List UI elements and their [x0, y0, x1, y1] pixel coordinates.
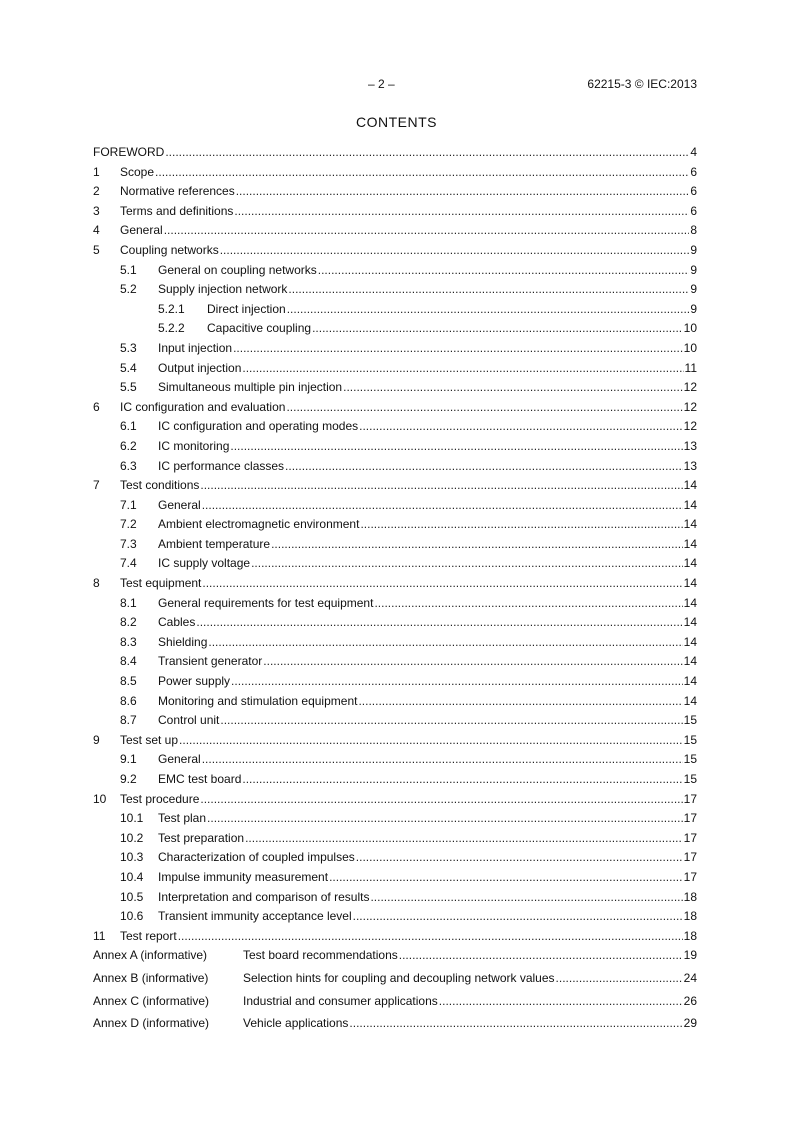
toc-entry-page: 15 [683, 732, 697, 747]
toc-entry-page: 15 [683, 752, 697, 767]
toc-entry[interactable] [93, 459, 697, 479]
dot-leader [288, 282, 689, 296]
toc-entry-title: Shielding [158, 634, 208, 649]
toc-entry-page: 10 [683, 321, 697, 336]
toc-entry-page: 6 [690, 184, 697, 199]
dot-leader [399, 948, 683, 962]
toc-entry[interactable] [93, 752, 697, 772]
toc-entry-title: Ambient electromagnetic environment [158, 517, 360, 532]
toc-entry-page: 14 [683, 536, 697, 551]
dot-leader [164, 223, 690, 237]
dot-leader [312, 321, 683, 335]
toc-entry-title: Test equipment [120, 576, 202, 591]
dot-leader [230, 439, 682, 453]
toc-entry-number: 5.1 [120, 262, 137, 277]
toc-entry-number: 11 [93, 928, 106, 943]
toc-entry-page: 9 [690, 262, 697, 277]
toc-entry-number: 6.1 [120, 419, 137, 434]
toc-entry[interactable] [93, 576, 697, 596]
toc-entry-number: 8.6 [120, 693, 137, 708]
toc-entry[interactable] [93, 733, 697, 753]
toc-entry[interactable] [93, 419, 697, 439]
toc-entry-number: Annex D (informative) [93, 1016, 210, 1031]
dot-leader [165, 145, 689, 159]
toc-annex-entry[interactable] [93, 994, 697, 1014]
toc-entry-page: 14 [683, 517, 697, 532]
toc-entry-title: General [158, 497, 201, 512]
toc-entry[interactable] [93, 282, 697, 302]
toc-entry-page: 17 [683, 850, 697, 865]
toc-entry-page: 14 [683, 478, 697, 493]
page-title: CONTENTS [356, 114, 437, 130]
dot-leader [360, 517, 682, 531]
dot-leader [236, 184, 690, 198]
toc-entry-page: 18 [683, 889, 697, 904]
toc-entry[interactable] [93, 184, 697, 204]
dot-leader [231, 674, 683, 688]
toc-entry-page: 14 [683, 556, 697, 571]
toc-entry-number: 8.5 [120, 674, 137, 689]
toc-entry-number: 5.5 [120, 380, 137, 395]
toc-entry[interactable] [93, 341, 697, 361]
toc-entry[interactable] [93, 654, 697, 674]
toc-entry-title: Vehicle applications [243, 1016, 349, 1031]
toc-entry-title: IC supply voltage [158, 556, 251, 571]
dot-leader [343, 380, 683, 394]
toc-entry-number: 3 [93, 203, 100, 218]
toc-annex-entry[interactable] [93, 971, 697, 991]
toc-entry-number: 5 [93, 242, 100, 257]
dot-leader [318, 263, 690, 277]
dot-leader [359, 419, 683, 433]
toc-entry-title: IC configuration and operating modes [158, 419, 359, 434]
dot-leader [353, 909, 683, 923]
dot-leader [349, 1016, 682, 1030]
toc-entry[interactable] [93, 400, 697, 420]
dot-leader [374, 596, 682, 610]
toc-entry-page: 13 [683, 458, 697, 473]
toc-entry-title: Cables [158, 615, 196, 630]
dot-leader [202, 576, 682, 590]
toc-entry-title: Transient generator [158, 654, 263, 669]
toc-entry-title: Transient immunity acceptance level [158, 909, 352, 924]
dot-leader [233, 341, 683, 355]
toc-entry-number: 10.3 [120, 850, 144, 865]
toc-entry-number: 8.4 [120, 654, 137, 669]
toc-entry[interactable] [93, 850, 697, 870]
toc-entry[interactable] [93, 478, 697, 498]
toc-entry[interactable] [93, 321, 697, 341]
toc-entry-title: Coupling networks [120, 242, 219, 257]
toc-entry-page: 15 [683, 713, 697, 728]
toc-entry[interactable] [93, 870, 697, 890]
toc-entry[interactable] [93, 811, 697, 831]
toc-entry-number: 7.1 [120, 497, 137, 512]
toc-entry-page: 9 [690, 242, 697, 257]
dot-leader [202, 752, 683, 766]
toc-entry-title: Monitoring and stimulation equipment [158, 693, 358, 708]
toc-entry-page: 18 [683, 928, 697, 943]
toc-entry-page: 11 [684, 360, 697, 375]
toc-entry[interactable] [93, 263, 697, 283]
toc-entry-number: Annex B (informative) [93, 970, 209, 985]
toc-entry[interactable] [93, 713, 697, 733]
toc-entry-title: General on coupling networks [158, 262, 317, 277]
toc-entry-page: 14 [683, 497, 697, 512]
toc-entry-number: 7.2 [120, 517, 137, 532]
toc-entry[interactable] [93, 243, 697, 263]
toc-entry-number: 10.6 [120, 909, 144, 924]
toc-entry-title: Simultaneous multiple pin injection [158, 380, 343, 395]
toc-entry-page: 19 [683, 948, 697, 963]
toc-annex-entry[interactable] [93, 948, 697, 968]
toc-entry-title: Test report [120, 928, 177, 943]
toc-entry[interactable] [93, 831, 697, 851]
toc-annex-entry[interactable] [93, 1016, 697, 1036]
toc-entry-number: 6.3 [120, 458, 137, 473]
toc-entry-page: 14 [683, 615, 697, 630]
dot-leader [356, 850, 683, 864]
toc-entry-title: Scope [120, 164, 155, 179]
toc-entry-page: 17 [683, 791, 697, 806]
toc-entry[interactable] [93, 145, 697, 165]
dot-leader [358, 694, 682, 708]
toc-entry-number: Annex A (informative) [93, 948, 208, 963]
dot-leader [285, 459, 683, 473]
toc-entry[interactable] [93, 929, 697, 949]
toc-entry-title: General [158, 752, 201, 767]
table-of-contents [93, 145, 697, 1036]
toc-entry-title: EMC test board [158, 772, 242, 786]
toc-entry-number: 1 [93, 164, 100, 179]
toc-entry-page: 15 [683, 772, 697, 786]
toc-entry-page: 10 [683, 340, 697, 355]
toc-entry-number: 6.2 [120, 438, 137, 453]
toc-entry-number: 5.4 [120, 360, 137, 375]
toc-entry-page: 12 [683, 399, 697, 414]
toc-entry-title: Test board recommendations [243, 948, 398, 963]
toc-entry-title: Impulse immunity measurement [158, 869, 329, 884]
toc-entry[interactable] [93, 909, 697, 929]
toc-entry-title: Industrial and consumer applications [243, 993, 438, 1008]
toc-entry-number: 7.3 [120, 536, 137, 551]
toc-entry-page: 14 [683, 674, 697, 689]
toc-entry-page: 26 [683, 993, 697, 1008]
toc-entry-page: 14 [683, 693, 697, 708]
toc-entry-title: FOREWORD [93, 145, 165, 159]
dot-leader [263, 654, 682, 668]
toc-entry-title: Ambient temperature [158, 536, 271, 551]
toc-entry-title: Test set up [120, 732, 179, 747]
dot-leader [242, 772, 682, 786]
toc-entry[interactable] [93, 674, 697, 694]
toc-entry-number: 8.2 [120, 615, 137, 630]
toc-entry-title: Output injection [158, 360, 242, 375]
toc-entry-page: 24 [683, 970, 697, 985]
dot-leader [370, 890, 682, 904]
toc-entry-page: 29 [683, 1016, 697, 1031]
toc-entry-page: 8 [690, 223, 697, 238]
toc-entry-title: Direct injection [207, 301, 286, 316]
dot-leader [329, 870, 683, 884]
toc-entry-number: 6 [93, 399, 100, 414]
dot-leader [155, 165, 689, 179]
toc-entry-page: 9 [690, 282, 697, 297]
dot-leader [287, 302, 690, 316]
toc-entry-page: 14 [683, 654, 697, 669]
toc-entry-title: Input injection [158, 340, 233, 355]
toc-entry-number: 5.2 [120, 282, 137, 297]
toc-entry-number: 8.1 [120, 595, 137, 610]
toc-entry-title: Characterization of coupled impulses [158, 850, 355, 865]
toc-entry-number: 8.3 [120, 634, 137, 649]
toc-entry[interactable] [93, 223, 697, 243]
toc-entry-title: Test conditions [120, 478, 200, 493]
toc-entry-page: 17 [683, 830, 697, 845]
toc-entry-page: 13 [683, 438, 697, 453]
toc-entry-title: Control unit [158, 713, 220, 728]
toc-entry[interactable] [93, 890, 697, 910]
toc-entry-page: 6 [690, 203, 697, 218]
toc-entry-number: 7.4 [120, 556, 137, 571]
page-number: – 2 – [368, 77, 395, 91]
toc-entry-number: 5.2.2 [158, 321, 185, 336]
dot-leader [439, 994, 683, 1008]
toc-entry-page: 14 [683, 576, 697, 591]
toc-entry-page: 17 [683, 811, 697, 826]
dot-leader [178, 929, 683, 943]
dot-leader [286, 400, 682, 414]
toc-entry[interactable] [93, 694, 697, 714]
toc-entry-title: Capacitive coupling [207, 321, 312, 336]
toc-entry[interactable] [93, 165, 697, 185]
toc-entry[interactable] [93, 439, 697, 459]
dot-leader [220, 713, 682, 727]
toc-entry-number: 9.2 [120, 772, 137, 786]
toc-entry-page: 14 [683, 595, 697, 610]
dot-leader [234, 204, 689, 218]
toc-entry-page: 6 [690, 164, 697, 179]
toc-entry-page: 4 [690, 145, 697, 159]
dot-leader [242, 361, 683, 375]
toc-entry[interactable] [93, 204, 697, 224]
toc-entry-title: General requirements for test equipment [158, 595, 374, 610]
dot-leader [202, 498, 683, 512]
toc-entry[interactable] [93, 498, 697, 518]
toc-entry[interactable] [93, 615, 697, 635]
toc-entry[interactable] [93, 596, 697, 616]
toc-entry-title: Interpretation and comparison of results [158, 889, 370, 904]
toc-entry-number: 9 [93, 732, 100, 747]
toc-entry-number: 10.5 [120, 889, 144, 904]
dot-leader [196, 615, 682, 629]
toc-entry-number: 10.2 [120, 830, 144, 845]
toc-entry[interactable] [93, 792, 697, 812]
toc-entry-number: 2 [93, 184, 100, 199]
toc-entry-title: Normative references [120, 184, 235, 199]
toc-entry-number: 5.2.1 [158, 301, 185, 316]
toc-entry-page: 9 [690, 301, 697, 316]
toc-entry[interactable] [93, 302, 697, 322]
toc-entry-page: 12 [683, 380, 697, 395]
toc-entry[interactable] [93, 556, 697, 576]
toc-entry[interactable] [93, 537, 697, 557]
toc-entry-page: 14 [683, 634, 697, 649]
dot-leader [179, 733, 683, 747]
toc-entry-number: 10.4 [120, 869, 144, 884]
toc-entry[interactable] [93, 635, 697, 655]
toc-entry-number: 10.1 [120, 811, 144, 826]
dot-leader [271, 537, 683, 551]
dot-leader [220, 243, 690, 257]
toc-entry-title: Power supply [158, 674, 231, 689]
toc-entry[interactable] [93, 380, 697, 400]
toc-entry-page: 17 [683, 869, 697, 884]
dot-leader [208, 635, 682, 649]
toc-entry-title: Test procedure [120, 791, 200, 806]
toc-entry-number: 7 [93, 478, 100, 493]
toc-entry-title: Test plan [158, 811, 207, 826]
toc-entry-page: 18 [683, 909, 697, 924]
dot-leader [200, 478, 682, 492]
toc-entry-number: 5.3 [120, 340, 137, 355]
toc-entry-number: 9.1 [120, 752, 137, 767]
toc-entry-title: Terms and definitions [120, 203, 234, 218]
document-id: 62215-3 © IEC:2013 [587, 77, 697, 91]
toc-entry-title: IC configuration and evaluation [120, 399, 286, 414]
dot-leader [251, 556, 683, 570]
toc-entry[interactable] [93, 361, 697, 381]
toc-entry-number: 10 [93, 791, 107, 806]
toc-entry-number: 8.7 [120, 713, 137, 728]
dot-leader [245, 831, 683, 845]
toc-entry-number: 4 [93, 223, 100, 238]
toc-entry[interactable] [93, 772, 697, 792]
dot-leader [556, 971, 683, 985]
toc-entry-title: IC performance classes [158, 458, 285, 473]
dot-leader [207, 811, 683, 825]
dot-leader [200, 792, 682, 806]
toc-entry-title: Test preparation [158, 830, 245, 845]
toc-entry-number: 8 [93, 576, 100, 591]
toc-entry-title: Supply injection network [158, 282, 288, 297]
toc-entry-page: 12 [683, 419, 697, 434]
toc-entry-title: IC monitoring [158, 438, 230, 453]
toc-entry[interactable] [93, 517, 697, 537]
toc-entry-title: Selection hints for coupling and decoupling network values [243, 970, 555, 985]
toc-entry-number: Annex C (informative) [93, 993, 210, 1008]
toc-entry-title: General [120, 223, 163, 238]
